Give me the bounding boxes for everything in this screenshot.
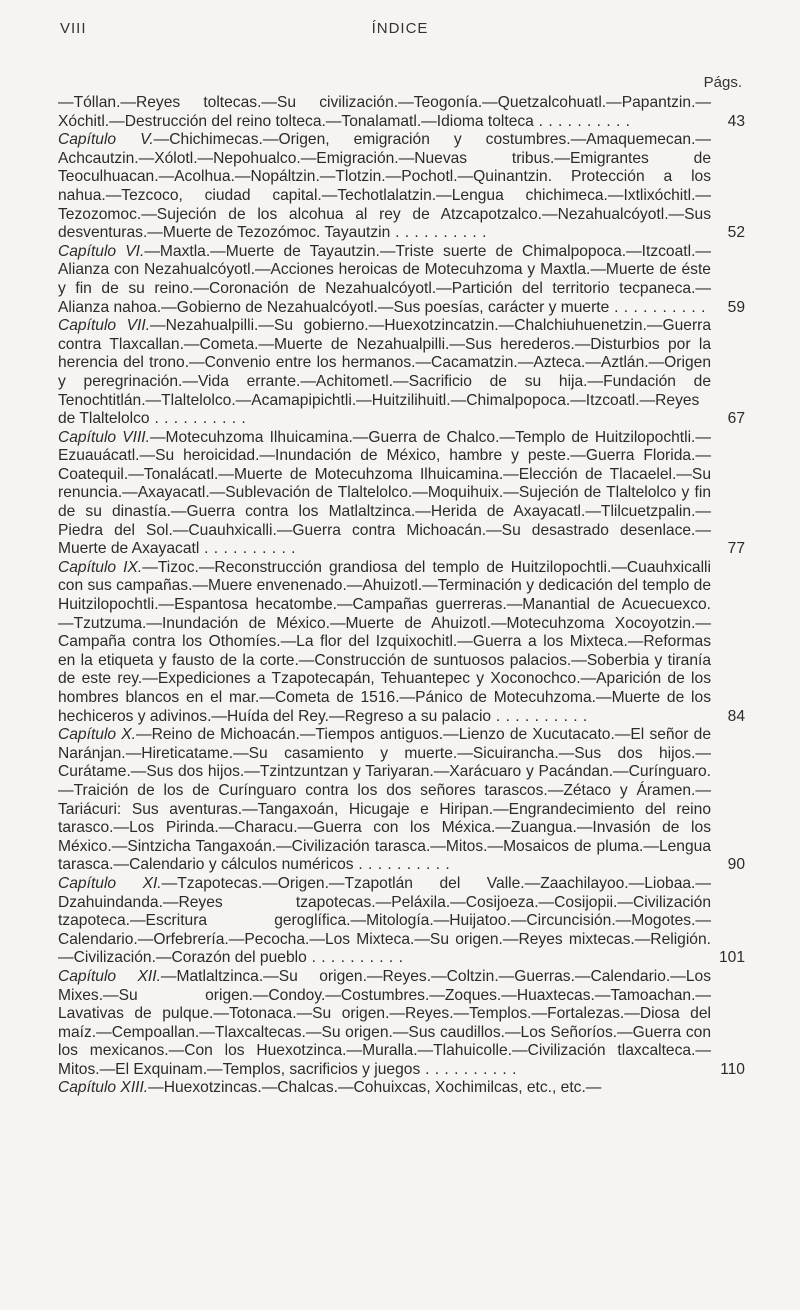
toc-entry xyxy=(58,968,745,1080)
leader-dots: . . . . . . . . . . xyxy=(609,298,706,316)
page-reference: 43 xyxy=(727,112,745,130)
toc-entry xyxy=(58,94,745,131)
page-reference: 52 xyxy=(727,224,745,242)
leader-dots: . . . . . . . . . . xyxy=(491,707,588,725)
running-head xyxy=(60,20,740,44)
page-reference: 101 xyxy=(718,949,745,967)
chapter-summary: —Reino de Michoacán.—Tiempos antiguos.—Lienzo de Xucutacato.—El señor de Naránjan.—Hireticatame.—Su casamiento y muerte.—Sicuirancha.—Sus dos hijos.—Curátame.—Sus dos hijos.—Tzintzuntzan y Tariyaran.—Xarácuaro y Pacándan.—Curínguaro.—Traición de los de Curínguaro contra los dos señores tarascos.—Zétaco y Áramen.—Tariácuri: Sus aventuras.—Tangaxoán, Hicugaje e Hiripan.—Engrandecimiento del reino tarasco.—Los Pirinda.—Characu.—Guerra con los Méxica.—Zuangua.—Invasión de los México.—Sintzicha Tangaxoán.—Civilización tarasca.—Mitos.—Mosaicos de pluma.—Lengua tarasca.—Calendario y cálculos numéricos xyxy=(58,726,711,874)
leader-dots: . . . . . . . . . . xyxy=(420,1060,517,1078)
chapter-label: Capítulo VIII. xyxy=(58,428,150,446)
page-reference: 59 xyxy=(727,298,745,316)
chapter-summary: —Matlaltzinca.—Su origen.—Reyes.—Coltzin.—Guerras.—Calendario.—Los Mixes.—Su origen.—Condoy.—Costumbres.—Zoques.—Huaxtecas.—Tamoachan.—Lavativas de pulque.—Totonaca.—Su origen.—Reyes.—Templos.—Fortalezas.—Diosa del maíz.—Cempoallan.—Tlaxcaltecas.—Su origen.—Sus caudillos.—Los Señoríos.—Guerra con los mexicanos.—Con los Huexotzinca.—Muralla.—Tlahuicolle.—Civilización tlaxcalteca.—Mitos.—El Exquinam.—Templos, sacrificios y juegos xyxy=(58,967,711,1078)
chapter-label: Capítulo XI. xyxy=(58,874,162,892)
pages-column-label: Págs. xyxy=(703,74,742,91)
chapter-summary: —Huexotzincas.—Chalcas.—Cohuixcas, Xochimilcas, etc., etc.— xyxy=(148,1079,602,1097)
leader-dots: . . . . . . . . . . xyxy=(199,540,296,558)
chapter-summary: —Maxtla.—Muerte de Tayautzin.—Triste suerte de Chimalpopoca.—Itzcoatl.—Alianza con Nezahualcóyotl.—Acciones heroicas de Motecuhzoma y Maxtla.—Muerte de éste y fin de su reino.—Coronación de Nezahualcóyotl.—Partición del territorio tecpaneca.—Alianza nahoa.—Gobierno de Nezahualcóyotl.—Sus poesías, carácter y muerte xyxy=(58,242,711,316)
leader-dots: . . . . . . . . . . xyxy=(533,112,631,130)
toc-entry xyxy=(58,726,745,875)
toc-entry xyxy=(58,317,745,429)
chapter-label: Capítulo X. xyxy=(58,726,137,744)
chapter-summary: —Tzapotecas.—Origen.—Tzapotlán del Valle.—Zaachilayoo.—Liobaa.—Dzahuindanda.—Reyes tzapotecas.—Peláxila.—Cosijoeza.—Cosijopii.—Civilización tzapoteca.—Escritura geroglífica.—Mitología.—Huijatoo.—Circuncisión.—Mogotes.—Calendario.—Orfebrería.—Pecocha.—Los Mixteca.—Su origen.—Reyes mixtecas.—Religión.—Civilización.—Corazón del pueblo xyxy=(58,874,711,967)
chapter-label: Capítulo VI. xyxy=(58,242,145,260)
toc-entry xyxy=(58,1079,745,1098)
chapter-summary: —Nezahualpilli.—Su gobierno.—Huexotzincatzin.—Chalchiuhuenetzin.—Guerra contra Tlaxcallan.—Cometa.—Muerte de Nezahualpilli.—Sus herederos.—Disturbios por la herencia del trono.—Convenio entre los hermanos.—Cacamatzin.—Azteca.—Aztlán.—Origen y peregrinación.—Vida errante.—Achitometl.—Sacrificio de su hija.—Fundación de Tenochtitlán.—Tlaltelolco.—Acamapipichtli.—Huitzilihuitl.—Chimalpopoca.—Itzcoatl.—Reyes de Tlaltelolco xyxy=(58,317,712,428)
toc-entry xyxy=(58,559,745,726)
chapter-label: Capítulo V. xyxy=(58,131,154,149)
chapter-label: Capítulo IX. xyxy=(58,558,143,576)
chapter-summary: —Tóllan.—Reyes toltecas.—Su civilización.—Teogonía.—Quetzalcohuatl.—Papantzin.—Xóchitl.—Destrucción del reino tolteca.—Tonalamatl.—Idioma tolteca xyxy=(58,94,711,130)
toc-entry xyxy=(58,243,745,317)
chapter-summary: —Tizoc.—Reconstrucción grandiosa del templo de Huitzilopochtli.—Cuauhxicalli con sus campañas.—Muere envenenado.—Ahuizotl.—Terminación y dedicación del templo de Huitzilopochtli.—Espantosa hecatombe.—Campañas guerreras.—Manantial de Acuecuexco.—Tzutzuma.—Inundación de México.—Muerte de Ahuizotl.—Motecuhzoma Xocoyotzin.—Campaña contra los Othomíes.—La flor del Izquixochitl.—Guerra a los Mixteca.—Reformas en la etiqueta y fausto de la corte.—Construcción de suntuosos palacios.—Soberbia y tiranía de este rey.—Expediciones a Tzapotecapán, Tehuantepec y Xoconochco.—Aparición de los hombres blancos en el mar.—Cometa de 1516.—Pánico de Motecuhzoma.—Muerte de los hechiceros y adivinos.—Huída del Rey.—Regreso a su palacio xyxy=(58,558,711,725)
chapter-label: Capítulo XIII. xyxy=(58,1079,149,1097)
leader-dots: . . . . . . . . . . xyxy=(306,949,404,967)
leader-dots: . . . . . . . . . . xyxy=(149,410,247,428)
leader-dots: . . . . . . . . . . xyxy=(353,856,451,874)
toc-entry xyxy=(58,131,745,243)
page-reference: 90 xyxy=(727,856,745,874)
page-reference: 110 xyxy=(720,1060,745,1078)
chapter-label: Capítulo XII. xyxy=(58,967,161,985)
running-title: ÍNDICE xyxy=(371,20,429,37)
chapter-summary: —Motecuhzoma Ilhuicamina.—Guerra de Chalco.—Templo de Huitzilopochtli.—Ezuauácatl.—Su heroicidad.—Inundación de México, hambre y peste.—Guerra Florida.—Coatequil.—Tonalácatl.—Muerte de Motecuhzoma Ilhuicamina.—Elección de Tlacaelel.—Su renuncia.—Axayacatl.—Sublevación de Tlaltelolco.—Moquihuix.—Sujeción de Tlaltelolco y fin de su dinastía.—Guerra contra los Matlaltzinca.—Herida de Axayacatl.—Tlilcuetzpalin.—Piedra del Sol.—Cuauhxicalli.—Guerra contra Michoacán.—Su desastrado desenlace.—Muerte de Axayacatl xyxy=(58,428,711,558)
page-number: VIII xyxy=(60,20,87,37)
page-reference: 67 xyxy=(727,410,745,428)
chapter-summary: —Chichimecas.—Origen, emigración y costumbres.—Amaquemecan.—Achcautzin.—Xólotl.—Nepohualco.—Emigración.—Nuevas tribus.—Emigrantes de Teoculhuacan.—Acolhua.—Nopáltzin.—Tlotzin.—Pochotl.—Quinantzin. Protección a los nahua.—Tezcoco, ciudad capital.—Techotlalatzin.—Lengua chichimeca.—Ixtlixóchitl.—Tezozomoc.—Sujeción de los alcohua al rey de Atzcapotzalco.—Nezahualcóyotl.—Sus desventuras.—Muerte de Tezozómoc. Tayautzin xyxy=(58,131,711,242)
page-reference: 84 xyxy=(727,707,745,725)
page-reference: 77 xyxy=(727,540,745,558)
chapter-label: Capítulo VII. xyxy=(58,317,151,335)
leader-dots: . . . . . . . . . . xyxy=(390,224,487,242)
toc-entry xyxy=(58,429,745,559)
toc-entry xyxy=(58,875,745,968)
table-of-contents xyxy=(58,94,745,1098)
